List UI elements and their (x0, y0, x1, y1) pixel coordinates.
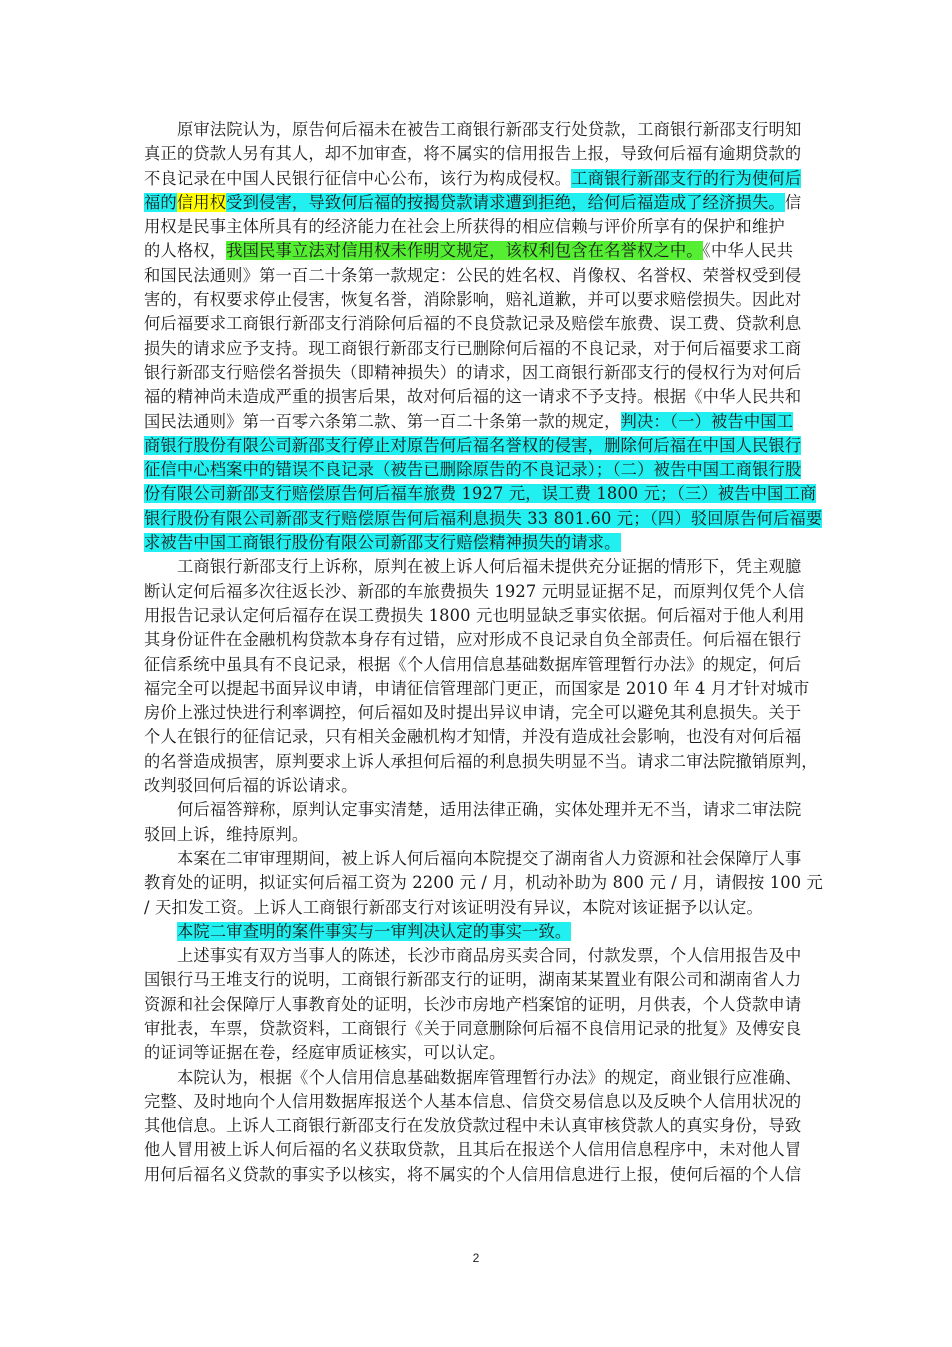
page-number: 2 (472, 1251, 480, 1265)
text-run: 用权是民事主体所具有的经济能力在社会上所获得的相应信赖与评价所享有的保护和维护 (144, 217, 785, 237)
text-run: 的证词等证据在卷，经庭审质证核实，可以认定。 (144, 1043, 506, 1063)
text-line (144, 604, 810, 628)
text-run: / 天扣发工资。上诉人工商银行新邵支行对该证明没有异议，本院对该证据予以认定。 (144, 897, 763, 917)
text-line (144, 920, 810, 944)
text-line (144, 361, 810, 385)
text-line (144, 725, 810, 749)
text-line (144, 1090, 810, 1114)
highlighted-text-cyan: 受到侵害，导致何后福的按揭贷款请求遭到拒绝，给何后福造成了经济损失。 (226, 192, 785, 212)
text-run: 银行新邵支行赔偿名誉损失（即精神损失）的请求，因工商银行新邵支行的侵权行为对何后 (144, 362, 802, 382)
text-line (144, 823, 810, 847)
text-run: 其身份证件在金融机构贷款本身存有过错，应对形成不良记录自负全部责任。何后福在银行 (144, 630, 802, 650)
text-run: 国银行马王堆支行的说明，工商银行新邵支行的证明，湖南某某置业有限公司和湖南省人力 (144, 970, 802, 990)
text-run: 福完全可以提起书面异议申请，申请征信管理部门更正，而国家是 2010 年 4 月才针对城市 (144, 678, 810, 698)
text-run: 征信系统中虽具有不良记录，根据《个人信用信息基础数据库管理暂行办法》的规定，何后 (144, 654, 802, 674)
text-line (144, 774, 810, 798)
paragraph (144, 1066, 810, 1187)
text-line (144, 653, 810, 677)
text-line (144, 677, 810, 701)
text-line (144, 1041, 810, 1065)
text-run: 用报告记录认定何后福存在误工费损失 1800 元也明显缺乏事实依据。何后福对于他人利用 (144, 605, 805, 625)
text-run: 的人格权， (144, 241, 227, 261)
paragraph (144, 555, 818, 798)
text-run: 断认定何后福多次往返长沙、新邵的车旅费损失 1927 元明显证据不足，而原判仅凭个人信 (144, 581, 805, 601)
text-run: 何后福答辩称，原判认定事实清楚，适用法律正确，实体处理并无不当，请求二审法院 (177, 800, 802, 820)
text-line (144, 215, 810, 239)
text-run: 用何后福名义贷款的事实予以核实，将不属实的个人信用信息进行上报，使何后福的个人信 (144, 1164, 802, 1184)
text-run: 原审法院认为，原告何后福未在被告工商银行新邵支行处贷款，工商银行新邵支行明知 (177, 120, 802, 139)
text-run: 教育处的证明，拟证实何后福工资为 2200 元 / 月，机动补助为 800 元 / 月，请假按 100 元 (144, 873, 823, 893)
text-line (144, 458, 810, 482)
text-run: 《中华人民共 (702, 241, 794, 261)
text-line (144, 385, 810, 409)
highlighted-text-cyan: 判决：（一）被告中国工 (620, 411, 794, 431)
text-line (144, 701, 810, 725)
highlighted-text-cyan: 福的 (144, 192, 177, 212)
text-run: 害的，有权要求停止侵害，恢复名誉，消除影响，赔礼道歉，并可以要求赔偿损失。因此对 (144, 290, 802, 310)
highlighted-text-cyan: 求被告中国工商银行股份有限公司新邵支行赔偿精神损失的请求。 (144, 533, 621, 553)
text-run: 信 (784, 192, 802, 212)
text-line (144, 312, 810, 336)
text-line (144, 1163, 810, 1187)
text-run: 其他信息。上诉人工商银行新邵支行在发放贷款过程中未认真审核贷款人的真实身份，导致 (144, 1116, 802, 1136)
text-line (144, 993, 810, 1017)
text-line (144, 896, 810, 920)
text-run: 他人冒用被上诉人何后福的名义获取贷款，且其后在报送个人信用信息程序中，未对他人冒 (144, 1140, 802, 1160)
highlighted-text-cyan: 商银行股份有限公司新邵支行停止对原告何后福名誉权的侵害，删除何后福在中国人民银行 (144, 435, 802, 455)
text-line (144, 871, 823, 895)
text-run: 真正的贷款人另有其人，却不加审查，将不属实的信用报告上报，导致何后福有逾期贷款的 (144, 144, 802, 164)
paragraph (144, 798, 810, 847)
text-line (144, 847, 810, 871)
text-run: 福的精神尚未造成严重的损害后果，故对何后福的这一请求不予支持。根据《中华人民共和 (144, 387, 802, 407)
text-run: 驳回上诉，维持原判。 (144, 824, 309, 844)
text-line (144, 968, 810, 992)
text-line (144, 167, 810, 191)
text-run: 本案在二审审理期间，被上诉人何后福向本院提交了湖南省人力资源和社会保障厅人事 (177, 848, 802, 868)
highlighted-text-green: 我国民事立法对信用权未作明文规定，该权利包含在名誉权之中。 (226, 241, 703, 261)
highlighted-text-cyan: 份有限公司新邵支行赔偿原告何后福车旅费 1927 元，误工费 1800 元；（三）被告中国工商 (144, 484, 817, 504)
highlighted-text-yellow: 信用权 (176, 192, 227, 212)
text-line (144, 628, 810, 652)
text-run: 不良记录在中国人民银行征信中心公布，该行为构成侵权。 (144, 168, 572, 188)
text-run: 资源和社会保障厅人事教育处的证明，长沙市房地产档案馆的证明，月供表，个人贷款申请 (144, 994, 802, 1014)
text-line (144, 1114, 810, 1138)
text-run: 工商银行新邵支行上诉称，原判在被上诉人何后福未提供充分证据的情形下，凭主观臆 (177, 557, 802, 577)
text-run: 本院认为，根据《个人信用信息基础数据库管理暂行办法》的规定，商业银行应准确、 (177, 1067, 802, 1087)
text-line (144, 264, 810, 288)
text-line (144, 191, 810, 215)
highlighted-text-cyan: 征信中心档案中的错误不良记录（被告已删除原告的不良记录）；（二）被告中国工商银行股 (144, 460, 802, 480)
text-line (144, 944, 810, 968)
text-line (144, 482, 817, 506)
text-line (144, 580, 810, 604)
text-line (144, 434, 810, 458)
text-run: 何后福要求工商银行新邵支行消除何后福的不良贷款记录及赔偿车旅费、误工费、贷款利息 (144, 314, 802, 334)
text-run: 改判驳回何后福的诉讼请求。 (144, 776, 358, 796)
text-line (144, 507, 823, 531)
text-run: 和国民法通则》第一百二十条第一款规定：公民的姓名权、肖像权、名誉权、荣誉权受到侵 (144, 265, 802, 285)
highlighted-text-cyan: 本院二审查明的案件事实与一审判决认定的事实一致。 (177, 921, 572, 941)
text-line (144, 288, 810, 312)
document-body (144, 118, 823, 1187)
text-line (144, 1066, 810, 1090)
text-run: 审批表，车票，贷款资料，工商银行《关于同意删除何后福不良信用记录的批复》及傅安良 (144, 1018, 802, 1038)
paragraph (144, 944, 810, 1065)
text-line (144, 531, 810, 555)
text-run: 的名誉造成损害，原判要求上诉人承担何后福的利息损失明显不当。请求二审法院撤销原判， (144, 751, 818, 771)
highlighted-text-cyan: 银行股份有限公司新邵支行赔偿原告何后福利息损失 33 801.60 元；（四）驳回原告何后福要 (144, 508, 823, 528)
text-line (144, 555, 810, 579)
text-line (144, 118, 810, 142)
text-line (144, 798, 810, 822)
paragraph (144, 920, 810, 944)
text-run: 房价上涨过快进行利率调控，何后福如及时提出异议申请，完全可以避免其利息损失。关于 (144, 703, 802, 723)
text-line (144, 142, 810, 166)
text-line (144, 1017, 810, 1041)
text-run: 上述事实有双方当事人的陈述，长沙市商品房买卖合同，付款发票，个人信用报告及中 (177, 946, 802, 966)
text-run: 个人在银行的征信记录，只有相关金融机构才知情，并没有造成社会影响，也没有对何后福 (144, 727, 802, 747)
text-run: 国民法通则》第一百零六条第二款、第一百二十条第一款的规定， (144, 411, 621, 431)
paragraph (144, 118, 823, 555)
text-run: 损失的请求应予支持。现工商银行新邵支行已删除何后福的不良记录，对于何后福要求工商 (144, 338, 802, 358)
text-line (144, 239, 810, 263)
highlighted-text-cyan: 工商银行新邵支行的行为使何后 (571, 168, 802, 188)
text-run: 完整、及时地向个人信用数据库报送个人基本信息、信贷交易信息以及反映个人信用状况的 (144, 1091, 802, 1111)
paragraph (144, 847, 823, 920)
text-line (144, 1138, 810, 1162)
text-line (144, 337, 810, 361)
text-line (144, 410, 810, 434)
text-line (144, 750, 818, 774)
